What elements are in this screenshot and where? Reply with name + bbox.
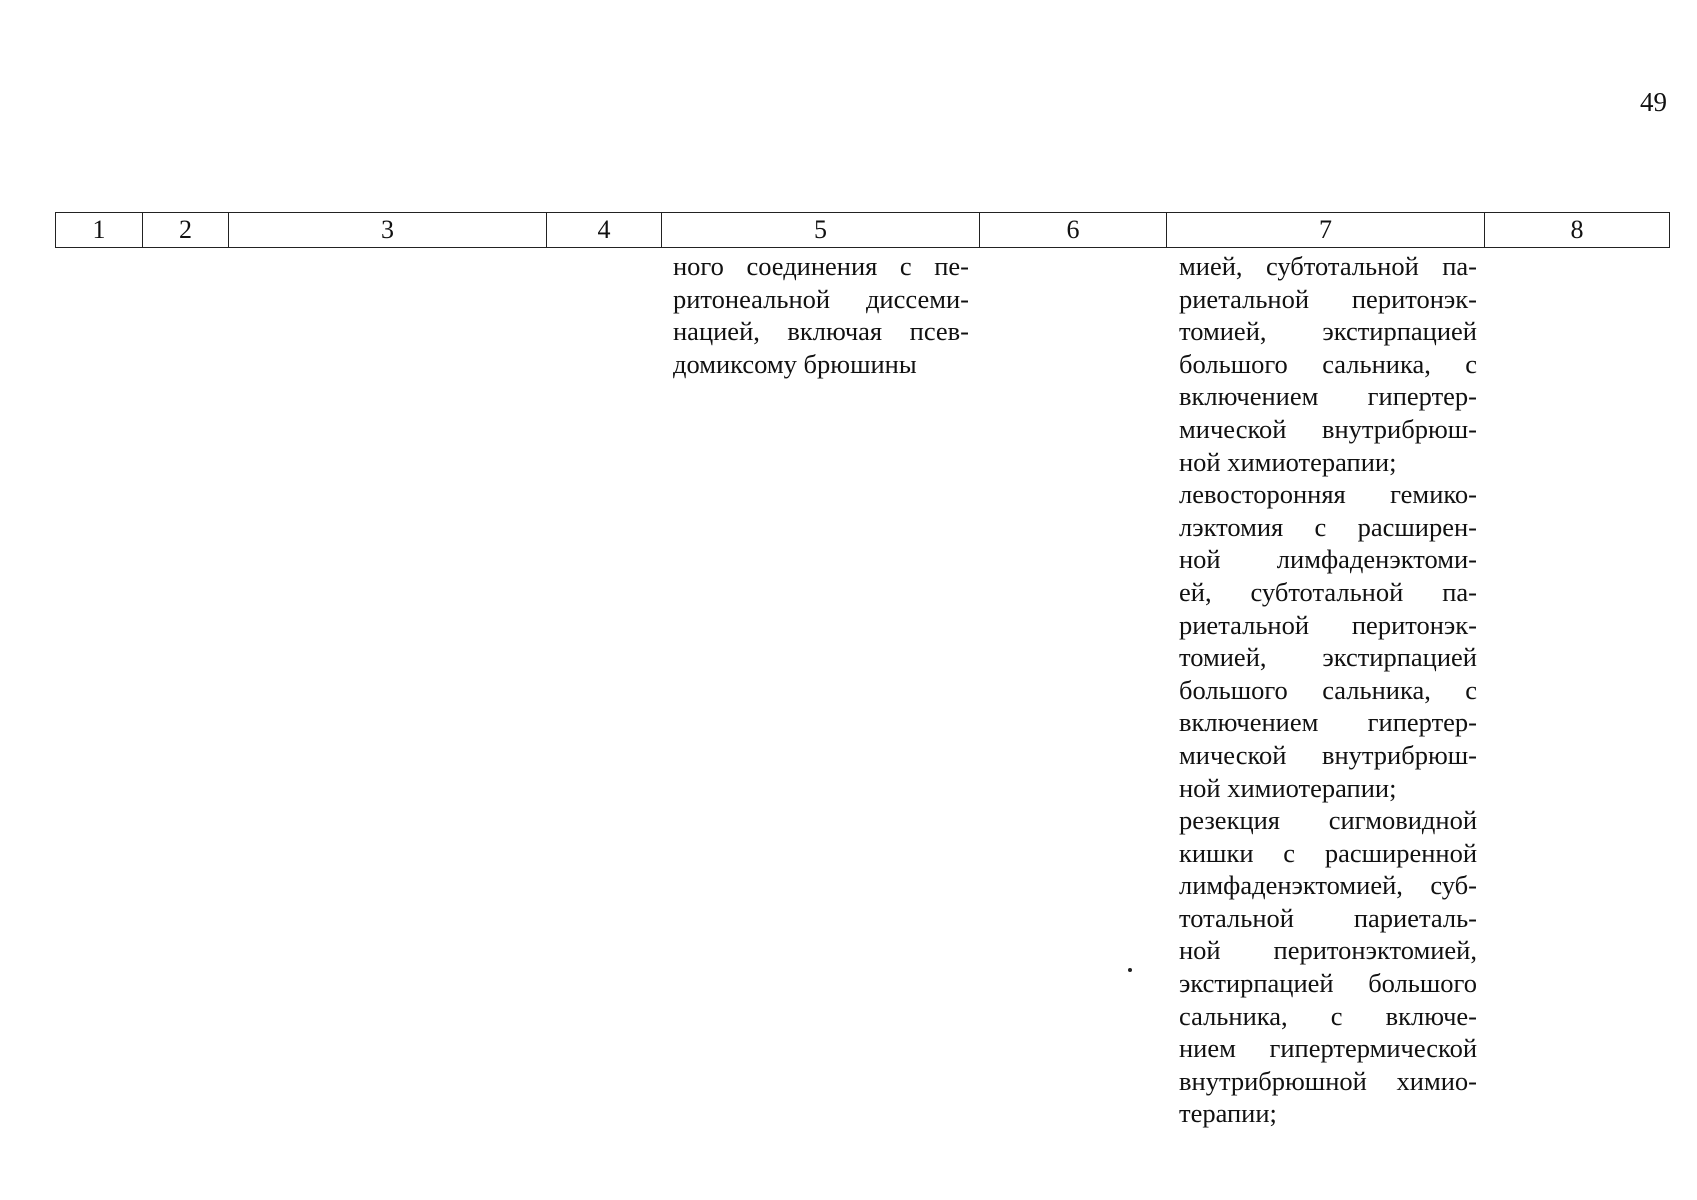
column-7-line: ной химиотерапии; [1179, 446, 1397, 477]
column-7-line: кишки с расширенной [1179, 837, 1477, 868]
column-7-line: левосторонняя гемико- [1179, 479, 1477, 510]
column-7-line: томией, экстирпацией [1179, 316, 1477, 347]
column-7-text [1179, 250, 1477, 1130]
scan-speck [1128, 968, 1132, 972]
column-7-line: внутрибрюшной химио- [1179, 1065, 1477, 1096]
column-5-line: нацией, включая псев- [673, 316, 969, 347]
column-7-line: ной перитонэктомией, [1179, 935, 1477, 966]
column-7-line: сальника, с включе- [1179, 1000, 1477, 1031]
column-7-line: риетальной перитонэк- [1179, 283, 1477, 314]
column-number-4: 4 [547, 213, 662, 248]
column-number-7: 7 [1167, 213, 1485, 248]
column-number-5: 5 [662, 213, 980, 248]
column-7-line: ей, субтотальной па- [1179, 576, 1477, 607]
column-number-8: 8 [1485, 213, 1670, 248]
column-7-line: мией, субтотальной па- [1179, 251, 1477, 281]
column-7-line: включением гипертер- [1179, 381, 1477, 412]
column-7-line: мической внутрибрюш- [1179, 739, 1477, 770]
column-7-line: лимфаденэктомией, суб- [1179, 870, 1477, 901]
column-5-line: ритонеальной диссеми- [673, 283, 969, 314]
page-number: 49 [1640, 87, 1667, 117]
table-header-row [55, 212, 1670, 248]
column-7-line: резекция сигмовидной [1179, 805, 1477, 836]
column-7-line: мической внутрибрюш- [1179, 413, 1477, 444]
column-7-line: ной лимфаденэктоми- [1179, 544, 1477, 575]
column-number-3: 3 [229, 213, 547, 248]
column-7-line: ной химиотерапии; [1179, 772, 1397, 803]
column-7-line: риетальной перитонэк- [1179, 609, 1477, 640]
column-number-2: 2 [143, 213, 229, 248]
column-7-line: нием гипертермической [1179, 1033, 1477, 1064]
column-5-line: ного соединения с пе- [673, 251, 969, 281]
column-number-1: 1 [56, 213, 143, 248]
column-7-line: тотальной париеталь- [1179, 902, 1477, 933]
column-7-line: экстирпацией большого [1179, 968, 1477, 999]
column-5-line: домиксому брюшины [673, 348, 917, 379]
column-7-line: лэктомия с расширен- [1179, 511, 1477, 542]
column-7-line: томией, экстирпацией [1179, 642, 1477, 673]
column-7-line: терапии; [1179, 1098, 1277, 1129]
column-7-line: большого сальника, с [1179, 348, 1477, 379]
column-7-line: большого сальника, с [1179, 674, 1477, 705]
column-5-text [673, 250, 969, 380]
column-number-6: 6 [980, 213, 1167, 248]
column-7-line: включением гипертер- [1179, 707, 1477, 738]
